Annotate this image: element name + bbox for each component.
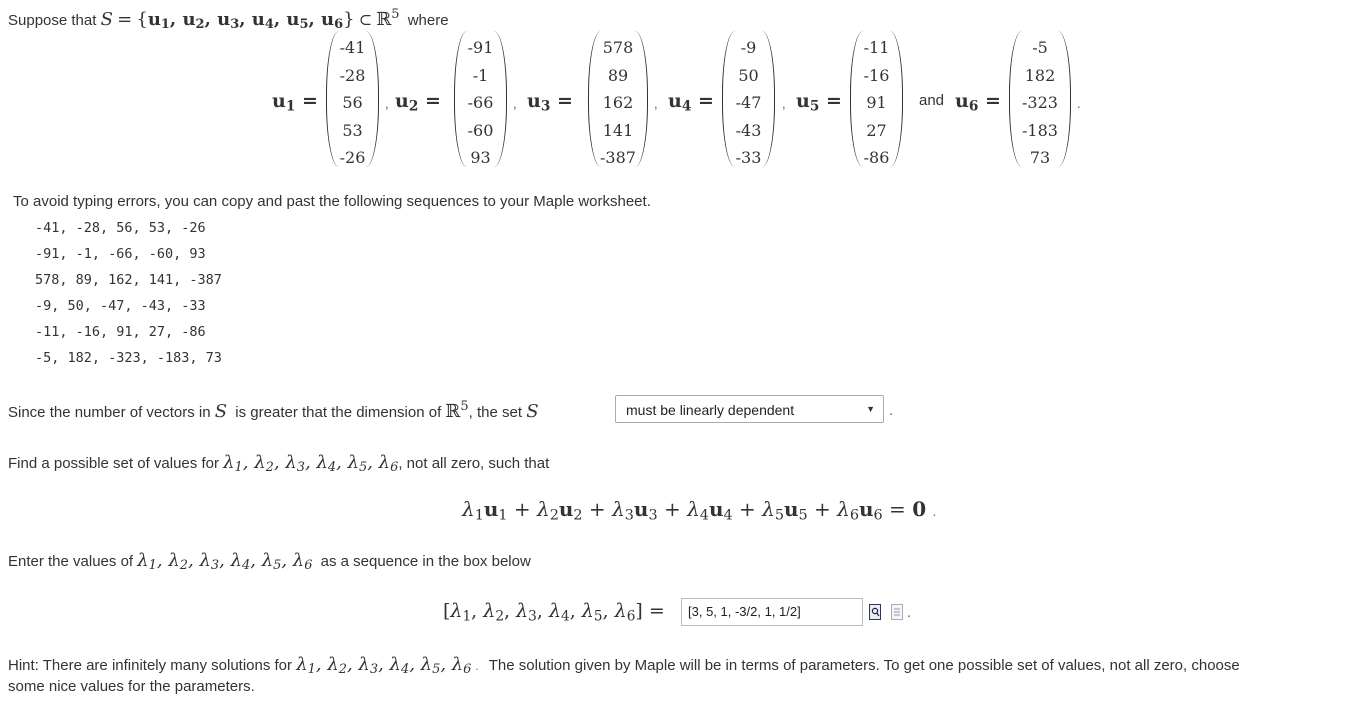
where-text: where bbox=[407, 12, 449, 29]
sequence-line[interactable]: -91, -1, -66, -60, 93 bbox=[35, 246, 206, 262]
preview-icon[interactable] bbox=[869, 604, 881, 620]
vector-u6-matrix bbox=[1009, 31, 1071, 167]
intro-line bbox=[8, 6, 449, 33]
vector-label-u2: $u_2$ = bbox=[395, 90, 441, 115]
vector-entry: -26 bbox=[339, 148, 366, 167]
vector-entry: -43 bbox=[735, 120, 762, 140]
vector-u5-matrix bbox=[850, 31, 903, 167]
vector-u2-matrix bbox=[454, 31, 507, 167]
equals-sign: = bbox=[117, 9, 133, 30]
vector-entry: 50 bbox=[738, 65, 759, 85]
vector-entry: -33 bbox=[735, 148, 762, 167]
vector-u4-matrix bbox=[722, 31, 775, 167]
brace-close: } bbox=[343, 9, 355, 30]
dependence-sentence: Since the number of vectors in S is greater that the dimension of ℝ$^5$, the set S bbox=[8, 398, 539, 422]
vector-label-u3: $u_3$ = bbox=[527, 90, 573, 115]
vector-entry: -47 bbox=[735, 93, 762, 112]
real-space-symbol: ℝ$^5$ bbox=[376, 6, 400, 30]
set-symbol: S bbox=[100, 9, 113, 30]
vector-label-u4: $u_4$ = bbox=[668, 90, 714, 115]
vector-label-u5: $u_5$ = bbox=[796, 90, 842, 115]
sequence-line[interactable]: -9, 50, -47, -43, -33 bbox=[35, 298, 206, 314]
vector-entry: 182 bbox=[1024, 65, 1056, 85]
vector-entry: -11 bbox=[863, 38, 890, 57]
vector-entry: 89 bbox=[607, 65, 629, 85]
vector-u3-matrix bbox=[588, 31, 648, 167]
vector-entry: 91 bbox=[866, 93, 887, 112]
vector-entry: -91 bbox=[467, 38, 494, 57]
answer-label: [$\lambda_1$, $\lambda_2$, $\lambda_3$, $\lambda_4$, $\lambda_5$, $\lambda_6$] = bbox=[443, 600, 665, 625]
intro-text: Suppose that bbox=[8, 12, 97, 29]
vector-entry: 53 bbox=[342, 120, 363, 140]
vector-entry: 27 bbox=[866, 120, 887, 140]
linear-combination-equation: $\lambda_1u_1 + \lambda_2u_2 + \lambda_3u_3 + \lambda_4u_4 + \lambda_5u_5 + \lambda_6u_6 = 0$ . bbox=[462, 497, 937, 524]
vector-entry: -28 bbox=[339, 65, 366, 85]
vector-label-u6: $u_6$ = bbox=[955, 90, 1001, 115]
sequence-line[interactable]: -41, -28, 56, 53, -26 bbox=[35, 220, 206, 236]
vector-label-u1: $u_1$ = bbox=[272, 90, 318, 115]
find-sentence: Find a possible set of values for $\lambda_1$, $\lambda_2$, $\lambda_3$, $\lambda_4$, $\lambda_5$, $\lambda_6$, not all zero, such that bbox=[8, 452, 550, 476]
hint-line-2: some nice values for the parameters. bbox=[8, 678, 255, 695]
copy-note: To avoid typing errors, you can copy and past the following sequences to your Maple worksheet. bbox=[13, 193, 651, 210]
vector-entry: -1 bbox=[472, 65, 489, 85]
sequence-line[interactable]: 578, 89, 162, 141, -387 bbox=[35, 272, 222, 288]
set-members: $u_1$, $u_2$, $u_3$, $u_4$, $u_5$, $u_6$ bbox=[147, 9, 344, 33]
subset-symbol: ⊂ bbox=[358, 10, 373, 29]
sequence-line[interactable]: -11, -16, 91, 27, -86 bbox=[35, 324, 206, 340]
and-text: and bbox=[919, 92, 945, 109]
answer-input[interactable]: [3, 5, 1, -3/2, 1, 1/2] bbox=[681, 598, 863, 626]
vector-entry: -387 bbox=[600, 148, 636, 167]
dependence-select[interactable] bbox=[615, 395, 884, 423]
vector-entry: 162 bbox=[602, 93, 634, 112]
brace-open: { bbox=[136, 9, 148, 30]
vector-entry: 93 bbox=[470, 148, 491, 167]
dependence-select-value: must be linearly dependent bbox=[626, 402, 795, 418]
vector-entry: -183 bbox=[1022, 120, 1058, 140]
hint-line-1: Hint: There are infinitely many solutions for $\lambda_1$, $\lambda_2$, $\lambda_3$, $\lambda_4$, $\lambda_5$, $\lambda_6$ . The solution given by Maple will be in terms of parameters. To get one possible set of values, not all zero, choose bbox=[8, 654, 1240, 678]
vector-u1-matrix bbox=[326, 31, 379, 167]
vector-entry: -5 bbox=[1032, 38, 1048, 57]
vector-entry: -16 bbox=[863, 65, 890, 85]
vector-entry: -41 bbox=[339, 38, 366, 57]
vector-entry: -66 bbox=[467, 93, 494, 112]
enter-sentence: Enter the values of $\lambda_1$, $\lambda_2$, $\lambda_3$, $\lambda_4$, $\lambda_5$, $\lambda_6$ as a sequence in the box below bbox=[8, 550, 531, 574]
lambda-list: $\lambda_1$, $\lambda_2$, $\lambda_3$, $\lambda_4$, $\lambda_5$, $\lambda_6$ bbox=[223, 452, 399, 476]
chevron-down-icon: ▼ bbox=[866, 404, 875, 414]
document-icon[interactable] bbox=[891, 604, 903, 620]
vector-entry: 73 bbox=[1029, 148, 1051, 167]
vector-entry: 141 bbox=[602, 120, 634, 140]
vector-entry: -60 bbox=[467, 120, 494, 140]
vector-entry: 56 bbox=[342, 93, 363, 112]
sequence-line[interactable]: -5, 182, -323, -183, 73 bbox=[35, 350, 222, 366]
vector-entry: 578 bbox=[602, 38, 634, 57]
vector-entry: -323 bbox=[1022, 93, 1058, 112]
vector-entry: -9 bbox=[740, 38, 757, 57]
vector-entry: -86 bbox=[863, 148, 890, 167]
